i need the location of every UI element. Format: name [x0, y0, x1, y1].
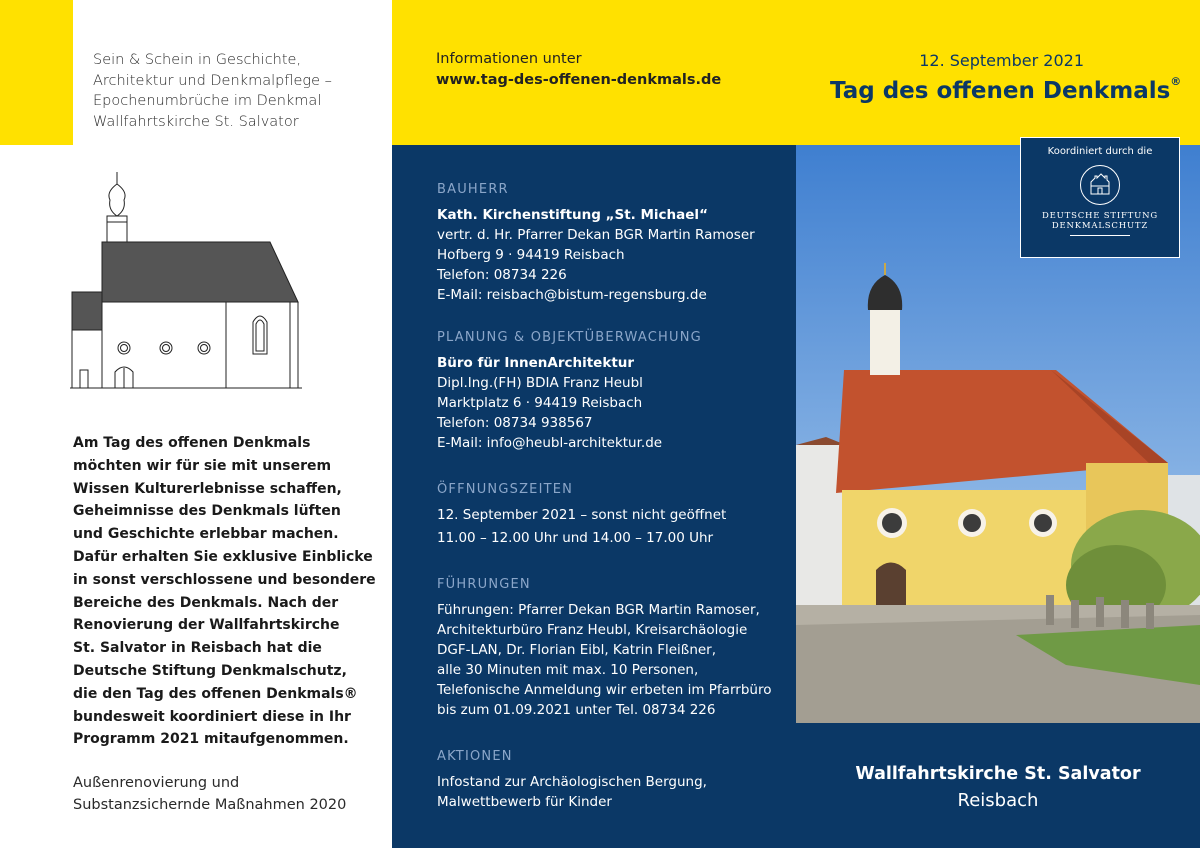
section-line: vertr. d. Hr. Pfarrer Dekan BGR Martin Ramoser [437, 227, 755, 243]
paragraph-line: die den Tag des offenen Denkmals® [73, 685, 358, 702]
paragraph-line: Bereiche des Denkmals. Nach der [73, 594, 339, 611]
section-line: DGF-LAN, Dr. Florian Eibl, Katrin Fleißner, [437, 642, 717, 658]
paragraph-line: Am Tag des offenen Denkmals [73, 435, 311, 451]
email-link[interactable]: E-Mail: reisbach@bistum-regensburg.de [437, 287, 707, 303]
section-line: Führungen: Pfarrer Dekan BGR Martin Ramoser, [437, 602, 760, 618]
section-line: Marktplatz 6 · 94419 Reisbach [437, 395, 643, 411]
yellow-corner-block [0, 0, 73, 145]
section-line: Infostand zur Archäologischen Bergung, [437, 774, 707, 790]
section-line: Architekturbüro Franz Heubl, Kreisarchäologie [437, 622, 748, 638]
church-name: Wallfahrtskirche St. Salvator [855, 764, 1141, 784]
section-body-planung [437, 353, 662, 453]
paragraph-line: in sonst verschlossene und besondere [73, 571, 376, 588]
coordinated-label: Koordiniert durch die [1047, 146, 1153, 157]
paragraph-line: und Geschichte erlebbar machen. [73, 526, 339, 543]
church-place: Reisbach [957, 790, 1039, 811]
paragraph-line: St. Salvator in Reisbach hat die [73, 640, 322, 657]
section-line: alle 30 Minuten mit max. 10 Personen, [437, 662, 699, 678]
info-label: Informationen unter [436, 51, 582, 67]
event-title-text: Tag des offenen Denkmals [830, 78, 1171, 104]
event-date: 12. September 2021 [919, 51, 1084, 70]
paragraph-line: möchten wir für sie mit unserem [73, 457, 332, 474]
intro-title-line: Epochenumbrüche im Denkmal [93, 93, 322, 109]
intro-paragraph [73, 432, 376, 751]
renovation-note-line: Außenrenovierung und [73, 775, 240, 791]
paragraph-line: Dafür erhalten Sie exklusive Einblicke [73, 548, 373, 565]
section-line: 12. September 2021 – sonst nicht geöffnet [437, 507, 727, 523]
paragraph-line: Deutsche Stiftung Denkmalschutz, [73, 662, 347, 679]
paragraph-line: Programm 2021 mitaufgenommen. [73, 731, 349, 748]
dsd-badge [1020, 137, 1180, 258]
section-line: Malwettbewerb für Kinder [437, 794, 612, 810]
event-title [830, 75, 1182, 104]
section-line: Kath. Kirchenstiftung „St. Michael“ [437, 207, 708, 223]
renovation-note-line: Substanzsichernde Maßnahmen 2020 [73, 797, 347, 813]
intro-title-line: Sein & Schein in Geschichte, [93, 52, 302, 68]
section-body-bauherr [437, 205, 755, 305]
section-heading-fuehrungen: FÜHRUNGEN [437, 577, 531, 592]
dsd-name-line2: DENKMALSCHUTZ [1051, 221, 1149, 231]
intro-title-line: Architektur und Denkmalpflege – [93, 72, 332, 89]
section-line: bis zum 01.09.2021 unter Tel. 08734 226 [437, 702, 716, 718]
renovation-note [73, 772, 383, 816]
intro-title-line: Wallfahrtskirche St. Salvator [93, 113, 299, 130]
paragraph-line: bundesweit koordiniert diese in Ihr [73, 708, 351, 725]
email-link[interactable]: E-Mail: info@heubl-architektur.de [437, 435, 663, 451]
registered-mark: ® [1170, 75, 1182, 89]
section-heading-aktionen: AKTIONEN [437, 749, 513, 764]
paragraph-line: Renovierung der Wallfahrtskirche [73, 617, 340, 634]
intro-title [93, 50, 383, 132]
section-line: Büro für InnenArchitektur [437, 355, 635, 371]
section-line: Telefonische Anmeldung wir erbeten im Pfarrbüro [437, 682, 772, 698]
paragraph-line: Wissen Kulturerlebnisse schaffen, [73, 480, 342, 497]
section-heading-bauherr: BAUHERR [437, 182, 509, 197]
section-line: Telefon: 08734 938567 [437, 415, 593, 431]
section-line: Dipl.Ing.(FH) BDIA Franz Heubl [437, 375, 643, 391]
section-body-aktionen [437, 772, 707, 812]
divider [1070, 235, 1130, 236]
section-heading-planung: PLANUNG & OBJEKTÜBERWACHUNG [437, 330, 702, 345]
section-body-oeffnungszeiten [437, 504, 726, 550]
dsd-seal-icon [1080, 165, 1120, 205]
paragraph-line: Geheimnisse des Denkmals lüften [73, 503, 341, 520]
dsd-name-line1: DEUTSCHE STIFTUNG [1042, 211, 1158, 221]
section-line: Telefon: 08734 226 [437, 267, 567, 283]
info-url-link[interactable]: www.tag-des-offenen-denkmals.de [436, 72, 722, 88]
section-line: Hofberg 9 · 94419 Reisbach [437, 247, 625, 263]
section-heading-oeffnungszeiten: ÖFFNUNGSZEITEN [437, 482, 574, 497]
church-drawing-illustration [70, 170, 302, 392]
section-line: 11.00 – 12.00 Uhr und 14.00 – 17.00 Uhr [437, 530, 714, 546]
section-body-fuehrungen [437, 600, 771, 720]
